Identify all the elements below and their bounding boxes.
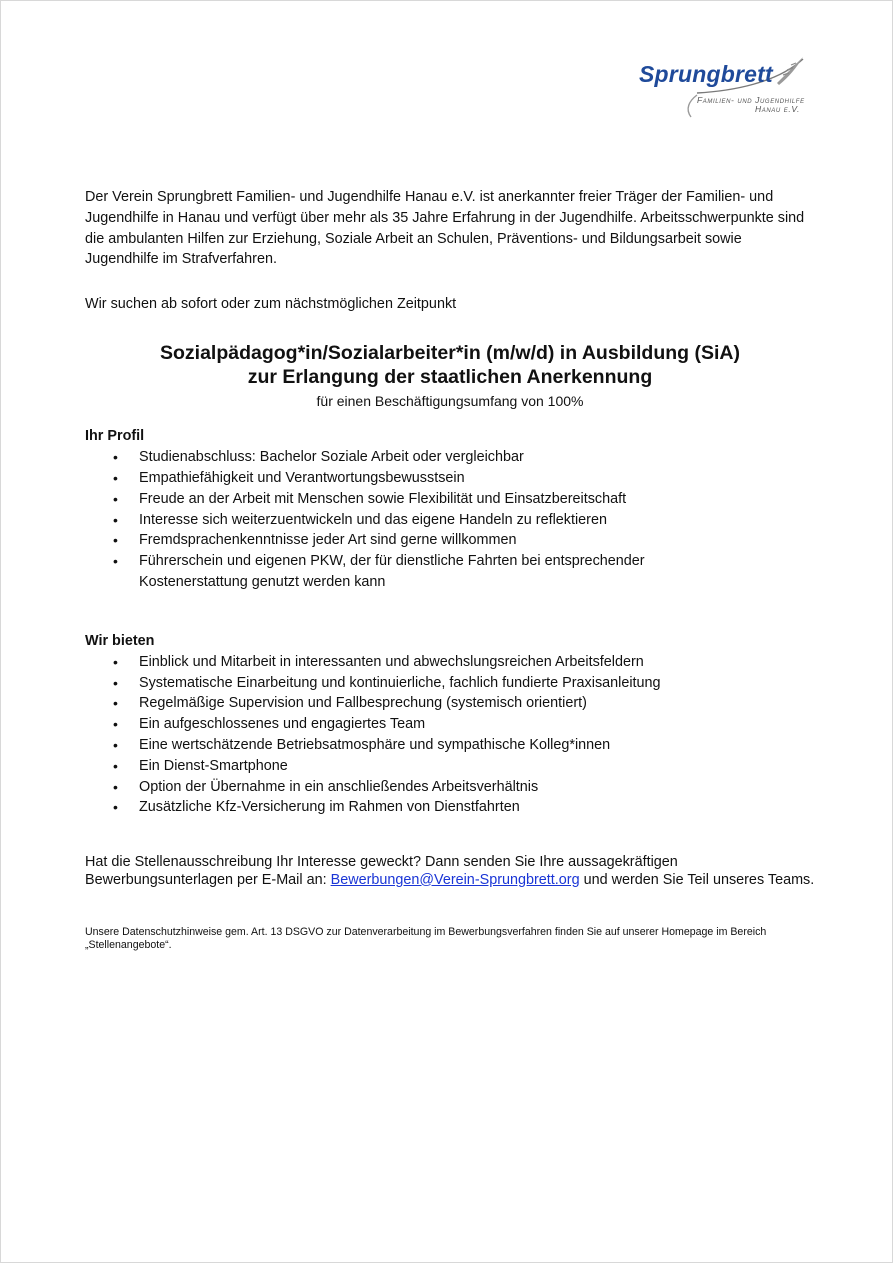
list-item: • Regelmäßige Supervision und Fallbesprechung (systemisch orientiert) [85, 693, 815, 714]
closing-text-before: Hat die Stellenausschreibung Ihr Interesse geweckt? Dann senden Sie Ihre aussagekräftigen Bewerbungsunterlagen per E-Mail an: [85, 854, 678, 888]
list-item: • Ein Dienst-Smartphone [85, 756, 815, 777]
list-item: • Ein aufgeschlossenes und engagiertes Team [85, 714, 815, 735]
job-scope: für einen Beschäftigungsumfang von 100% [316, 393, 584, 410]
bullet-icon: • [113, 799, 118, 816]
list-item: • Einblick und Mitarbeit in interessanten und abwechslungsreichen Arbeitsfeldern [85, 652, 815, 673]
closing-text-after: und werden Sie Teil unseres Teams. [579, 871, 815, 888]
bullet-icon: • [113, 736, 118, 753]
bullet-icon: • [113, 757, 118, 774]
offer-heading: Wir bieten [85, 632, 155, 649]
profile-heading: Ihr Profil [85, 428, 145, 445]
list-item: • Zusätzliche Kfz-Versicherung im Rahmen von Dienstfahrten [85, 797, 815, 818]
list-item: • Fremdsprachenkenntnisse jeder Art sind gerne willkommen [85, 530, 815, 551]
search-line: Wir suchen ab sofort oder zum nächstmöglichen Zeitpunkt [85, 296, 457, 313]
bullet-icon: • [113, 716, 118, 733]
list-item: • Studienabschluss: Bachelor Soziale Arbeit oder vergleichbar [85, 447, 815, 468]
list-item: • Option der Übernahme in ein anschließendes Arbeitsverhältnis [85, 777, 815, 798]
offer-list [85, 652, 815, 818]
bullet-icon: • [113, 778, 118, 795]
sprungbrett-logo [637, 53, 809, 119]
job-title [85, 341, 815, 389]
bullet-icon: • [113, 532, 118, 549]
privacy-notice: Unsere Datenschutzhinweise gem. Art. 13 DSGVO zur Datenverarbeitung im Bewerbungsverfahren finden Sie auf unserer Homepage im Bereich „Stellenangebote“. [85, 926, 767, 952]
bullet-icon: • [113, 490, 118, 507]
logo-subtitle-line2: Hanau e.V. [755, 104, 800, 114]
bullet-icon: • [113, 449, 118, 466]
list-item: • Führerschein und eigenen PKW, der für dienstliche Fahrten bei entsprechender Kostenerstattung genutzt werden kann [113, 553, 645, 590]
bullet-icon: • [113, 674, 118, 691]
intro-paragraph: Der Verein Sprungbrett Familien- und Jugendhilfe Hanau e.V. ist anerkannter freier Träger der Familien- und Jugendhilfe in Hanau und verfügt über mehr als 35 Jahre Erfahrung in der Jugendhilfe. Arbeitsschwerpunkte sind die ambulanten Hilfen zur Erziehung, Soziale Arbeit an Schulen, Präventions- und Bildungsarbeit sowie Jugendhilfe im Strafverfahren. [85, 189, 805, 268]
profile-list [85, 447, 815, 593]
list-item: • Interesse sich weiterzuentwickeln und das eigene Handeln zu reflektieren [85, 510, 815, 531]
list-item: • Systematische Einarbeitung und kontinuierliche, fachlich fundierte Praxisanleitung [85, 673, 815, 694]
bullet-icon: • [113, 695, 118, 712]
logo-subtitle-line1: Familien- und Jugendhilfe [697, 95, 805, 105]
closing-paragraph [85, 854, 815, 889]
job-title-line1: Sozialpädagog*in/Sozialarbeiter*in (m/w/d) in Ausbildung (SiA) [160, 342, 740, 365]
bullet-icon: • [113, 553, 118, 570]
bullet-icon: • [113, 469, 118, 486]
logo-wordmark: Sprungbrett [639, 61, 773, 87]
list-item: • Empathiefähigkeit und Verantwortungsbewusstsein [85, 468, 815, 489]
job-title-line2: zur Erlangung der staatlichen Anerkennung [247, 366, 653, 389]
list-item: • Eine wertschätzende Betriebsatmosphäre und sympathische Kolleg*innen [85, 735, 815, 756]
document-body [85, 187, 815, 952]
bullet-icon: • [113, 653, 118, 670]
bullet-icon: • [113, 511, 118, 528]
list-item: • Freude an der Arbeit mit Menschen sowie Flexibilität und Einsatzbereitschaft [85, 489, 815, 510]
application-email-link[interactable]: Bewerbungen@Verein-Sprungbrett.org [330, 871, 580, 888]
